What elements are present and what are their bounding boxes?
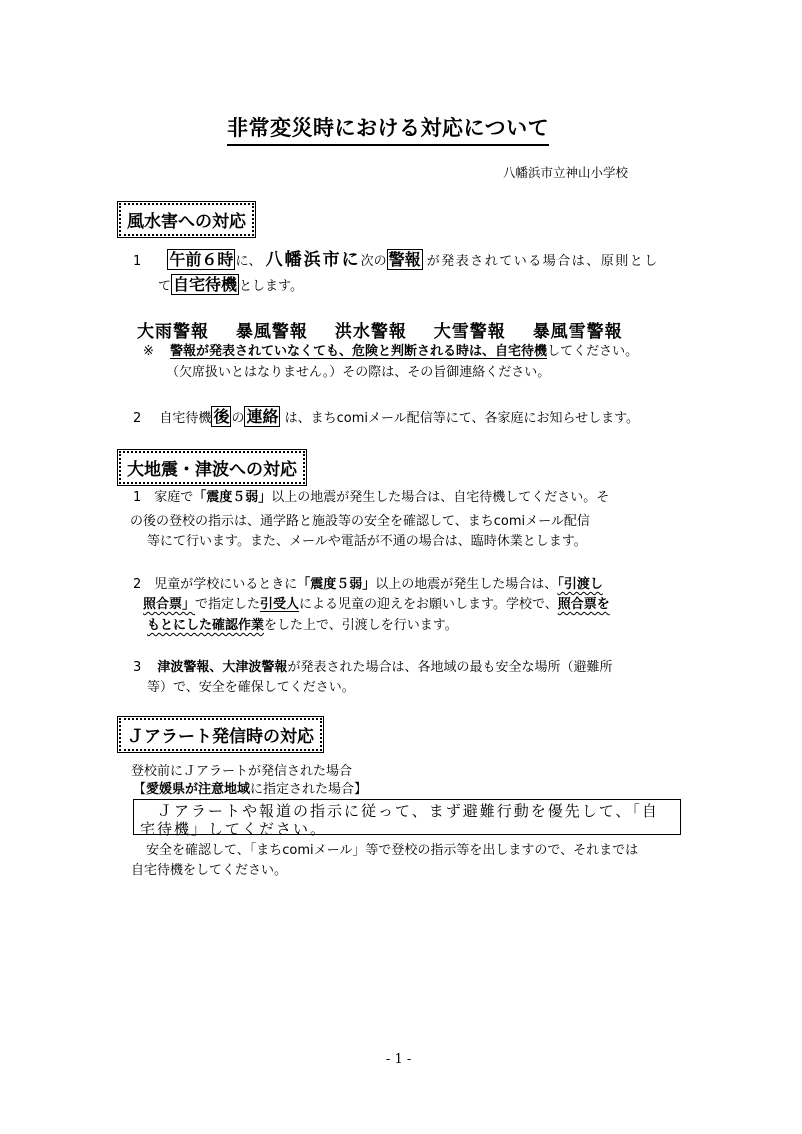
intensity-text: 「震度５弱」 [193,490,272,505]
warning-item: 大雨警報 [137,322,209,342]
city-text: 八幡浜市に [265,250,361,270]
storm-paragraph-1-line2 [158,276,303,296]
item-number: 1 [133,254,142,269]
text: による児童の迎えをお願いします。学校で、 [299,597,558,612]
text: してください。 [547,344,639,359]
page-title: 非常変災時における対応について [227,112,549,146]
receiver-text: 引受人 [260,597,300,612]
item-number: 2 [133,411,142,426]
text: 1 家庭で [133,490,194,505]
jalert-line-4: 自宅待機をしてください。 [131,863,288,878]
text: の [231,411,245,426]
quake-paragraph-3-line2: 等）で、安全を確保してください。 [147,680,355,695]
standby-box: 自宅待機 [173,275,238,294]
quake-paragraph-1-line3: 等にて行います。また、メールや電話が不通の場合は、臨時休業とします。 [147,534,587,549]
text: 以上の地震が発生した場合は、自宅待機してください。そ [271,490,610,505]
note-bold: 警報が発表されていなくても、危険と判断される時は、自宅待機 [170,344,548,359]
jalert-bracket-line [133,781,367,799]
storm-paragraph-1-line1 [133,251,659,271]
warning-list [137,317,643,342]
page-number: - 1 - [386,1052,412,1067]
warning-item: 洪水警報 [334,322,407,342]
text: 以上の地震が発生した場合は、 [375,577,558,592]
text: 2 児童が学校にいるときに [133,577,298,592]
text: に、 [235,254,262,269]
storm-paragraph-2 [133,408,639,428]
quake-paragraph-2-line2 [143,596,610,614]
intensity-text: 「震度５弱」 [297,577,376,592]
text: は、まちcomiメール配信等にて、各家庭にお知らせします。 [284,411,640,426]
text: で指定した [195,597,261,612]
text: が発表されている場合は、原則とし [426,254,659,269]
jalert-instruction-box: Ｊアラートや報道の指示に従って、まず避難行動を優先して、「自宅待機」してください。 [133,799,681,835]
quake-paragraph-1-line2: の後の登校の指示は、通学路と施設等の安全を確認して、まちcomiメール配信 [130,514,590,529]
text: とします。 [239,279,303,294]
text: て [158,279,172,294]
text: 次の [360,254,387,269]
jalert-line-1: 登校前にＪアラートが発信された場合 [131,764,353,779]
card-text-2: 照合票を [557,597,610,612]
warning-item: 暴風警報 [235,322,308,342]
handover-text: 「引渡し [557,577,603,592]
section-heading-storm: 風水害への対応 [119,203,254,236]
after-box: 後 [213,407,230,426]
text: 【 [133,782,147,797]
text: をした上で、引渡しを行います。 [264,618,458,633]
warning-item: 暴風雪警報 [532,322,623,342]
check-text: もとにした確認作業 [147,618,265,633]
tsunami-text: 津波警報、大津波警報 [157,660,288,675]
quake-paragraph-2-line1 [133,576,603,594]
school-name: 八幡浜市立神山小学校 [503,165,629,180]
ehime-text: 愛媛県が注意地域 [146,782,251,797]
warning-box: 警報 [388,250,421,269]
warning-item: 大雪警報 [433,322,506,342]
text: が発表された場合は、各地域の最も安全な場所（避難所 [287,660,613,675]
text: 自宅待機 [159,411,212,426]
storm-note [143,343,638,361]
time-box: 午前６時 [169,250,234,269]
section-heading-earthquake: 大地震・津波への対応 [119,451,305,484]
quake-paragraph-3-line1 [133,659,612,677]
note-mark: ※ [143,344,154,359]
text: に指定された場合】 [250,782,368,797]
section-heading-jalert: Ｊアラート発信時の対応 [119,718,322,751]
contact-box: 連絡 [246,407,279,426]
quake-paragraph-1-line1 [133,489,609,507]
storm-note-2: （欠席扱いとはなりません。）その際は、その旨御連絡ください。 [166,365,551,380]
quake-paragraph-2-line3 [147,617,458,635]
item-number: 3 [133,660,142,675]
card-text: 照合票」 [143,597,196,612]
jalert-line-3: 安全を確認して、「まちcomiメール」等で登校の指示等を出しますので、それまでは [133,843,639,858]
